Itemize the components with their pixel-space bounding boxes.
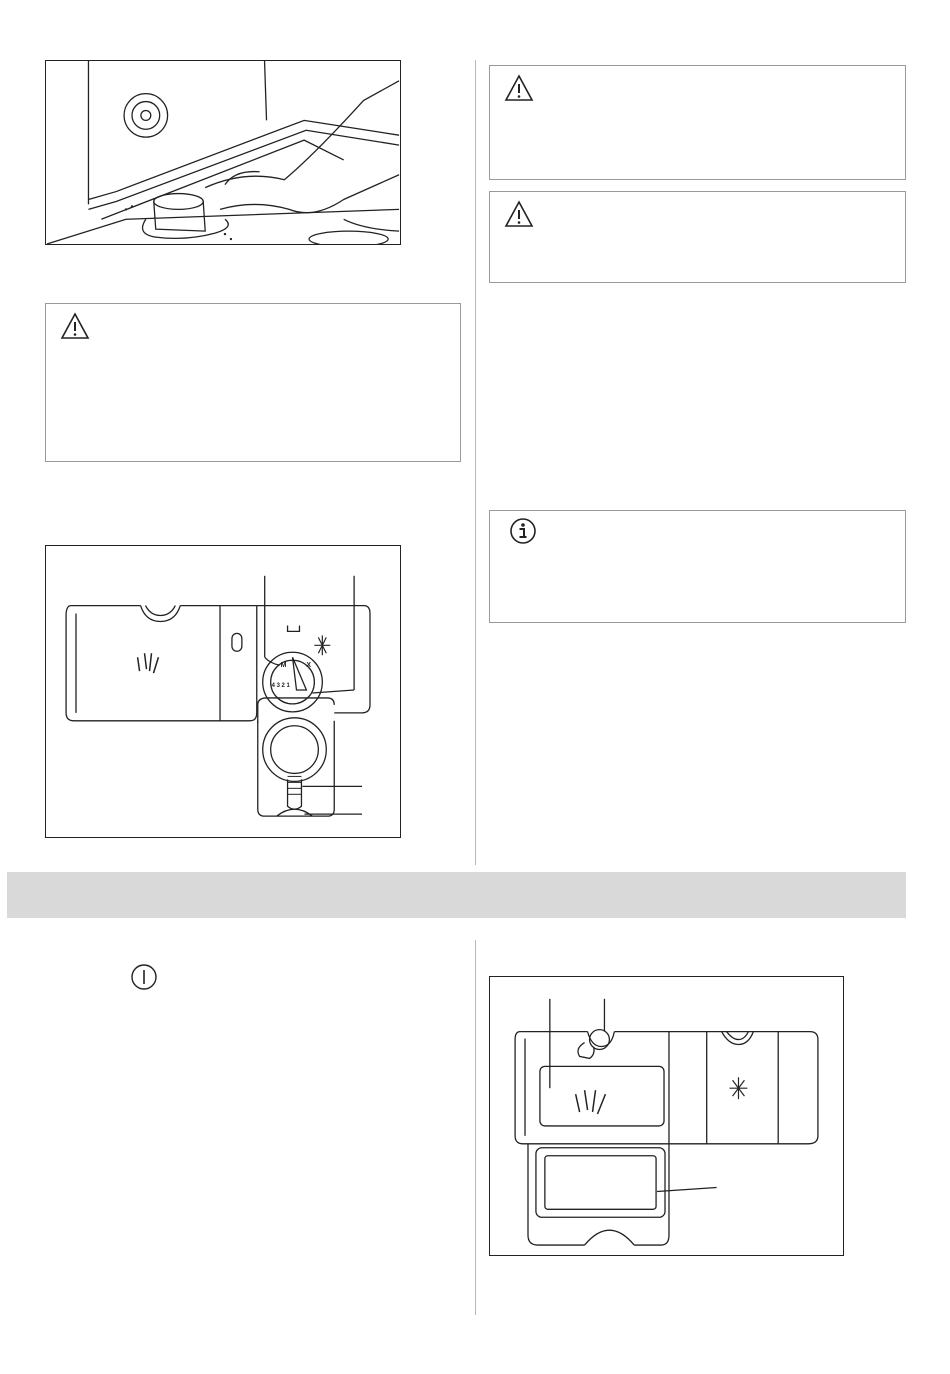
dispenser-open-figure <box>489 976 844 1256</box>
power-button-icon <box>130 963 158 991</box>
warning-notice-filter <box>45 303 461 462</box>
info-icon <box>508 516 538 546</box>
svg-text:X: X <box>306 662 312 670</box>
detergent-icon <box>576 1090 606 1114</box>
dispenser-dial-figure <box>45 545 401 838</box>
warning-notice-top-2 <box>489 191 906 283</box>
rinse-aid-sun-icon <box>730 1077 748 1099</box>
warning-triangle-icon <box>504 74 534 102</box>
svg-text:M: M <box>280 662 287 670</box>
warning-triangle-icon <box>60 312 90 340</box>
warning-notice-top-1 <box>489 65 906 180</box>
column-divider-top <box>475 60 476 865</box>
filter-cleaning-figure <box>45 60 401 245</box>
svg-text:4 3 2 1: 4 3 2 1 <box>271 683 290 690</box>
section-heading-band <box>7 872 906 918</box>
column-divider-bottom <box>475 940 476 1315</box>
warning-triangle-icon <box>504 200 534 228</box>
rinse-aid-sun-icon <box>314 635 330 655</box>
detergent-icon <box>138 653 159 673</box>
filter-cleaning-illustration <box>46 61 400 244</box>
info-notice <box>489 510 906 623</box>
